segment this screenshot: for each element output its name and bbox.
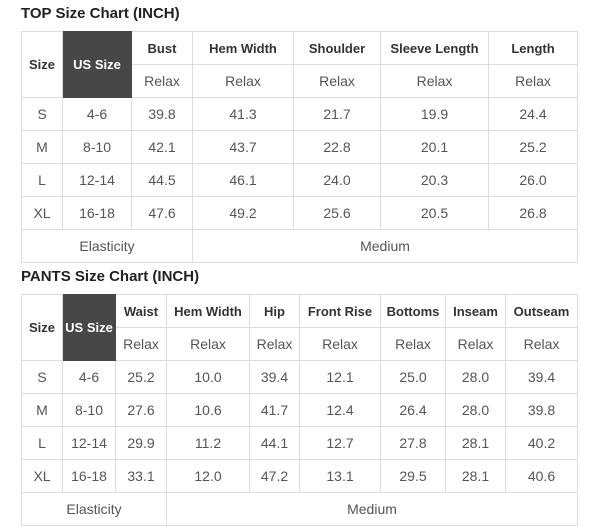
value-cell: 12.1 bbox=[300, 361, 381, 394]
value-cell: 10.6 bbox=[167, 394, 250, 427]
size-cell: S bbox=[22, 361, 63, 394]
value-cell: 20.1 bbox=[381, 131, 489, 164]
value-cell: 22.8 bbox=[294, 131, 381, 164]
value-cell: 49.2 bbox=[193, 197, 294, 230]
pants-size-corner-header: Size bbox=[22, 295, 63, 361]
table-row bbox=[22, 427, 578, 460]
elasticity-label-cell: Elasticity bbox=[22, 493, 167, 526]
us-size-cell: 8-10 bbox=[63, 131, 132, 164]
top-col-header-bust: Bust bbox=[132, 32, 193, 65]
size-cell: S bbox=[22, 98, 63, 131]
pants-col-header-front-rise: Front Rise bbox=[300, 295, 381, 328]
top-col-header-shoulder: Shoulder bbox=[294, 32, 381, 65]
value-cell: 39.8 bbox=[132, 98, 193, 131]
us-size-cell: 4-6 bbox=[63, 361, 116, 394]
value-cell: 25.2 bbox=[116, 361, 167, 394]
value-cell: 25.2 bbox=[489, 131, 578, 164]
fit-cell: Relax bbox=[167, 328, 250, 361]
value-cell: 21.7 bbox=[294, 98, 381, 131]
pants-us-size-header: US Size bbox=[63, 295, 116, 361]
value-cell: 39.4 bbox=[250, 361, 300, 394]
top-col-header-sleeve-length: Sleeve Length bbox=[381, 32, 489, 65]
value-cell: 44.1 bbox=[250, 427, 300, 460]
size-cell: M bbox=[22, 394, 63, 427]
value-cell: 28.1 bbox=[446, 460, 506, 493]
value-cell: 26.4 bbox=[381, 394, 446, 427]
elasticity-value-cell: Medium bbox=[167, 493, 578, 526]
top-col-header-hem-width: Hem Width bbox=[193, 32, 294, 65]
pants-col-header-bottoms: Bottoms bbox=[381, 295, 446, 328]
top-size-chart-table bbox=[21, 31, 578, 263]
us-size-cell: 16-18 bbox=[63, 197, 132, 230]
table-row bbox=[22, 98, 578, 131]
pants-header-row bbox=[22, 295, 578, 328]
table-row bbox=[22, 394, 578, 427]
fit-cell: Relax bbox=[300, 328, 381, 361]
value-cell: 46.1 bbox=[193, 164, 294, 197]
top-chart-title: TOP Size Chart (INCH) bbox=[21, 5, 180, 22]
value-cell: 28.1 bbox=[446, 427, 506, 460]
table-row bbox=[22, 197, 578, 230]
value-cell: 40.6 bbox=[506, 460, 578, 493]
fit-cell: Relax bbox=[489, 65, 578, 98]
value-cell: 28.0 bbox=[446, 394, 506, 427]
value-cell: 20.5 bbox=[381, 197, 489, 230]
pants-size-chart-table bbox=[21, 294, 578, 526]
us-size-cell: 16-18 bbox=[63, 460, 116, 493]
pants-col-header-hem-width: Hem Width bbox=[167, 295, 250, 328]
table-row bbox=[22, 361, 578, 394]
value-cell: 47.2 bbox=[250, 460, 300, 493]
top-us-size-header: US Size bbox=[63, 32, 132, 98]
top-header-row bbox=[22, 32, 578, 65]
elasticity-label-cell: Elasticity bbox=[22, 230, 193, 263]
value-cell: 25.6 bbox=[294, 197, 381, 230]
fit-cell: Relax bbox=[446, 328, 506, 361]
size-cell: XL bbox=[22, 460, 63, 493]
value-cell: 12.0 bbox=[167, 460, 250, 493]
us-size-cell: 12-14 bbox=[63, 427, 116, 460]
value-cell: 42.1 bbox=[132, 131, 193, 164]
value-cell: 39.8 bbox=[506, 394, 578, 427]
value-cell: 26.8 bbox=[489, 197, 578, 230]
top-col-header-length: Length bbox=[489, 32, 578, 65]
pants-col-header-inseam: Inseam bbox=[446, 295, 506, 328]
value-cell: 19.9 bbox=[381, 98, 489, 131]
value-cell: 44.5 bbox=[132, 164, 193, 197]
fit-cell: Relax bbox=[193, 65, 294, 98]
size-cell: L bbox=[22, 427, 63, 460]
size-cell: L bbox=[22, 164, 63, 197]
value-cell: 33.1 bbox=[116, 460, 167, 493]
table-row bbox=[22, 164, 578, 197]
pants-chart-title: PANTS Size Chart (INCH) bbox=[21, 268, 200, 285]
value-cell: 27.8 bbox=[381, 427, 446, 460]
us-size-cell: 8-10 bbox=[63, 394, 116, 427]
us-size-cell: 12-14 bbox=[63, 164, 132, 197]
fit-cell: Relax bbox=[132, 65, 193, 98]
value-cell: 40.2 bbox=[506, 427, 578, 460]
fit-cell: Relax bbox=[506, 328, 578, 361]
fit-cell: Relax bbox=[381, 65, 489, 98]
value-cell: 20.3 bbox=[381, 164, 489, 197]
table-row bbox=[22, 460, 578, 493]
value-cell: 13.1 bbox=[300, 460, 381, 493]
value-cell: 25.0 bbox=[381, 361, 446, 394]
value-cell: 11.2 bbox=[167, 427, 250, 460]
value-cell: 27.6 bbox=[116, 394, 167, 427]
fit-cell: Relax bbox=[250, 328, 300, 361]
value-cell: 43.7 bbox=[193, 131, 294, 164]
value-cell: 29.5 bbox=[381, 460, 446, 493]
size-cell: M bbox=[22, 131, 63, 164]
top-size-corner-header: Size bbox=[22, 32, 63, 98]
size-cell: XL bbox=[22, 197, 63, 230]
value-cell: 28.0 bbox=[446, 361, 506, 394]
value-cell: 26.0 bbox=[489, 164, 578, 197]
value-cell: 41.3 bbox=[193, 98, 294, 131]
table-row bbox=[22, 131, 578, 164]
elasticity-value-cell: Medium bbox=[193, 230, 578, 263]
value-cell: 12.7 bbox=[300, 427, 381, 460]
us-size-cell: 4-6 bbox=[63, 98, 132, 131]
pants-col-header-waist: Waist bbox=[116, 295, 167, 328]
fit-cell: Relax bbox=[294, 65, 381, 98]
value-cell: 10.0 bbox=[167, 361, 250, 394]
value-cell: 47.6 bbox=[132, 197, 193, 230]
fit-cell: Relax bbox=[116, 328, 167, 361]
value-cell: 24.0 bbox=[294, 164, 381, 197]
pants-col-header-hip: Hip bbox=[250, 295, 300, 328]
pants-footer-row bbox=[22, 493, 578, 526]
value-cell: 24.4 bbox=[489, 98, 578, 131]
value-cell: 12.4 bbox=[300, 394, 381, 427]
top-footer-row bbox=[22, 230, 578, 263]
value-cell: 39.4 bbox=[506, 361, 578, 394]
value-cell: 41.7 bbox=[250, 394, 300, 427]
value-cell: 29.9 bbox=[116, 427, 167, 460]
fit-cell: Relax bbox=[381, 328, 446, 361]
pants-col-header-outseam: Outseam bbox=[506, 295, 578, 328]
